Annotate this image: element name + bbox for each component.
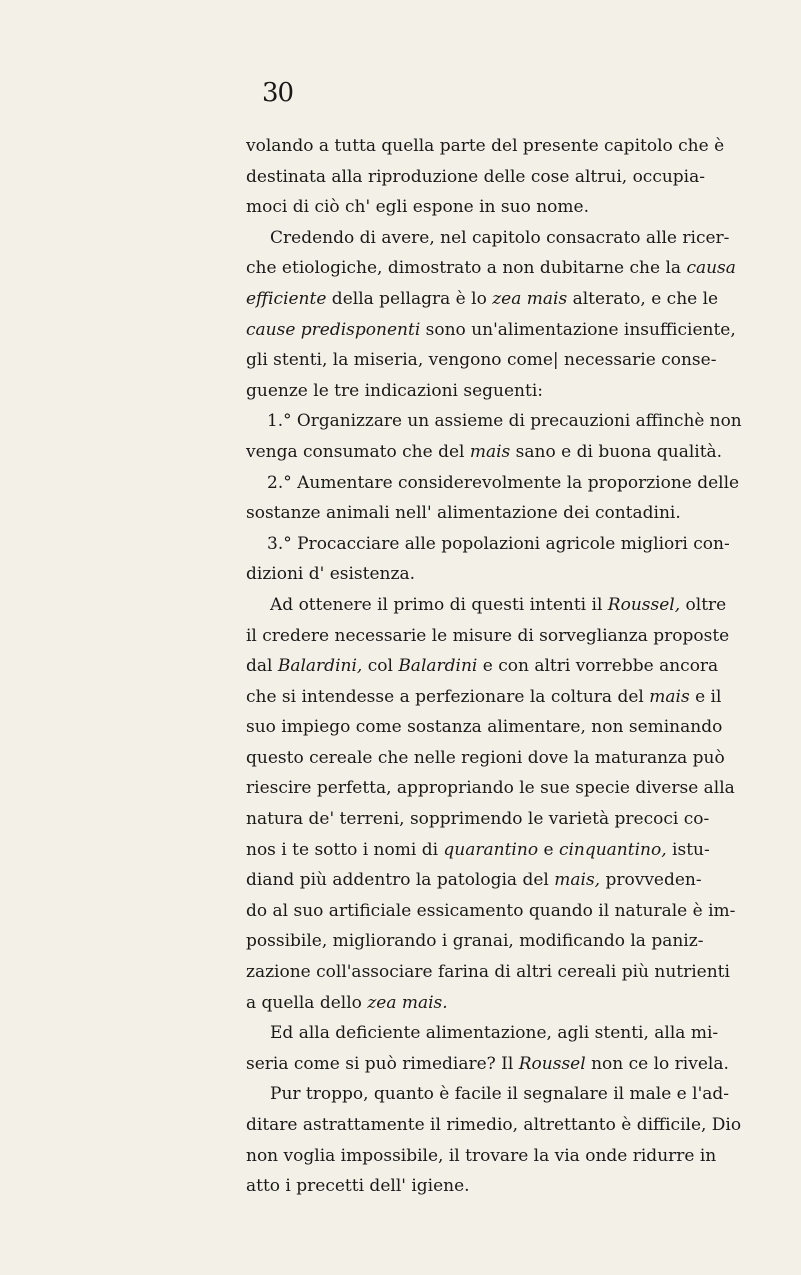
text-line-content (246, 926, 742, 957)
text-run: guenze le tre indicazioni seguenti: (246, 380, 543, 401)
text-line-content (267, 406, 742, 437)
text-run: do al suo artificiale essicamento quando il naturale è im- (246, 900, 736, 921)
italic-text: causa (686, 258, 736, 279)
text-line (246, 896, 742, 927)
text-line (246, 1110, 742, 1141)
text-line (246, 498, 742, 529)
text-run: volando a tutta quella parte del presente capitolo che è (246, 136, 725, 156)
text-line (246, 988, 742, 1019)
text-run: e con altri vorrebbe ancora (477, 656, 719, 677)
text-line-content (246, 1110, 742, 1141)
text-line-content (246, 1171, 742, 1202)
text-line (246, 1141, 742, 1172)
text-run: provveden- (600, 870, 702, 891)
text-line (246, 712, 742, 743)
text-line (246, 957, 742, 988)
text-run: e il (689, 686, 722, 707)
text-run: sono un'alimentazione insufficiente, (420, 319, 736, 340)
text-run: Credendo di avere, nel capitolo consacrato alle ricer- (270, 227, 730, 248)
text-line-content (246, 773, 742, 804)
text-line-content (246, 284, 742, 315)
text-run: suo impiego come sostanza alimentare, non seminando (246, 717, 723, 738)
text-run: non voglia impossibile, il trovare la via onde ridurre in (246, 1145, 717, 1166)
text-line (246, 376, 742, 407)
italic-text: quarantino (443, 839, 539, 860)
text-line-content (246, 559, 742, 590)
text-line (246, 682, 742, 713)
text-line-content (246, 315, 742, 346)
italic-text: mais, (554, 870, 601, 891)
text-line (246, 131, 742, 162)
text-line-content (246, 988, 742, 1019)
text-line-content (246, 376, 742, 407)
text-run: nos i te sotto i nomi di (246, 839, 444, 860)
text-line (246, 406, 742, 437)
text-line (246, 865, 742, 896)
text-run: natura de' terreni, sopprimendo le varietà precoci co- (246, 809, 710, 830)
text-line-content (270, 1079, 742, 1110)
page-number: 30 (262, 78, 294, 108)
italic-text: cinquantino, (558, 839, 667, 860)
text-run: riescire perfetta, appropriando le sue specie diverse alla (246, 778, 735, 799)
text-line-content (246, 835, 742, 866)
text-line-content (246, 253, 742, 284)
text-run: che etiologiche, dimostrato a non dubitarne che la (246, 258, 687, 279)
text-line-content (246, 743, 742, 774)
text-run: il credere necessarie le misure di sorveglianza proposte (246, 625, 730, 646)
text-line-content (246, 896, 742, 927)
text-run: 2.° Aumentare considerevolmente la proporzione delle (267, 472, 740, 493)
text-run: venga consumato che del (246, 441, 470, 462)
text-run: non ce lo rivela. (585, 1053, 729, 1074)
text-run: della pellagra è lo (326, 288, 493, 309)
text-line-content (246, 498, 742, 529)
text-line-content (246, 162, 742, 193)
text-line (246, 315, 742, 346)
text-line (246, 835, 742, 866)
text-run: dal (246, 656, 278, 677)
italic-text: Roussel, (607, 594, 681, 615)
italic-text: mais (469, 441, 511, 462)
text-line (246, 468, 742, 499)
text-run: questo cereale che nelle regioni dove la maturanza può (246, 747, 725, 768)
text-line-content (246, 957, 742, 988)
text-line-content (246, 865, 742, 896)
italic-text: zea mais. (367, 992, 448, 1013)
text-line-content (267, 529, 742, 560)
text-line-content (246, 682, 742, 713)
text-line (246, 253, 742, 284)
text-run: ditare astrattamente il rimedio, altrettanto è difficile, Dio (246, 1115, 742, 1135)
text-line-content (270, 223, 742, 254)
text-line (246, 284, 742, 315)
text-run: col (362, 656, 399, 677)
text-line-content (270, 590, 742, 621)
italic-text: mais (649, 686, 690, 707)
text-line-content (246, 651, 742, 682)
text-line (246, 345, 742, 376)
text-run: istu- (666, 839, 710, 860)
text-run: che si intendesse a perfezionare la coltura del (246, 686, 650, 707)
italic-text: Balardini (398, 656, 478, 677)
text-run: oltre (680, 594, 727, 615)
text-line (246, 529, 742, 560)
text-line (246, 1171, 742, 1202)
text-run: gli stenti, la miseria, vengono come| necessarie conse- (246, 350, 717, 371)
text-line-content (246, 192, 742, 223)
text-run: 1.° Organizzare un assieme di precauzioni affinchè non (267, 411, 742, 432)
text-line (246, 1079, 742, 1110)
italic-text: Balardini, (277, 656, 363, 677)
text-run: Ed alla deficiente alimentazione, agli stenti, alla mi- (270, 1023, 719, 1044)
text-run: 3.° Procacciare alle popolazioni agricole migliori con- (267, 533, 730, 554)
text-line (246, 926, 742, 957)
text-run: sano e di buona qualità. (510, 441, 723, 462)
text-run: sostanze animali nell' alimentazione dei contadini. (246, 503, 681, 524)
text-line (246, 773, 742, 804)
text-line (246, 559, 742, 590)
text-run: destinata alla riproduzione delle cose altrui, occupia- (246, 166, 705, 187)
text-line (246, 651, 742, 682)
text-line (246, 804, 742, 835)
text-line-content (270, 1018, 742, 1049)
text-line-content (246, 712, 742, 743)
text-line (246, 621, 742, 652)
text-line-content (246, 437, 742, 468)
text-run: possibile, migliorando i granai, modificando la paniz- (246, 931, 704, 952)
text-line (246, 437, 742, 468)
italic-text: cause predisponenti (246, 319, 421, 340)
text-line-content (246, 1049, 742, 1080)
italic-text: efficiente (246, 288, 327, 309)
text-line-content (246, 131, 742, 162)
text-line-content (246, 1141, 742, 1172)
text-run: zazione coll'associare farina di altri cereali più nutrienti (246, 962, 730, 983)
text-run: dizioni d' esistenza. (246, 564, 415, 585)
text-line (246, 1049, 742, 1080)
text-run: seria come si può rimediare? Il (246, 1053, 519, 1074)
text-line (246, 590, 742, 621)
italic-text: zea mais (492, 288, 568, 309)
text-line-content (267, 468, 742, 499)
text-line-content (246, 804, 742, 835)
text-line (246, 223, 742, 254)
text-line-content (246, 621, 742, 652)
text-run: diand più addentro la patologia del (246, 870, 555, 891)
text-line (246, 743, 742, 774)
text-run: Ad ottenere il primo di questi intenti il (270, 594, 608, 615)
text-run: moci di ciò ch' egli espone in suo nome. (246, 197, 589, 218)
text-run: a quella dello (246, 992, 368, 1013)
text-run: e (538, 839, 559, 860)
text-run: atto i precetti dell' igiene. (246, 1176, 470, 1197)
text-line (246, 192, 742, 223)
text-line (246, 162, 742, 193)
text-run: alterato, e che le (567, 288, 719, 309)
body-text (246, 131, 742, 1202)
italic-text: Roussel (518, 1053, 586, 1074)
text-line-content (246, 345, 742, 376)
text-run: Pur troppo, quanto è facile il segnalare il male e l'ad- (270, 1084, 730, 1105)
text-line (246, 1018, 742, 1049)
